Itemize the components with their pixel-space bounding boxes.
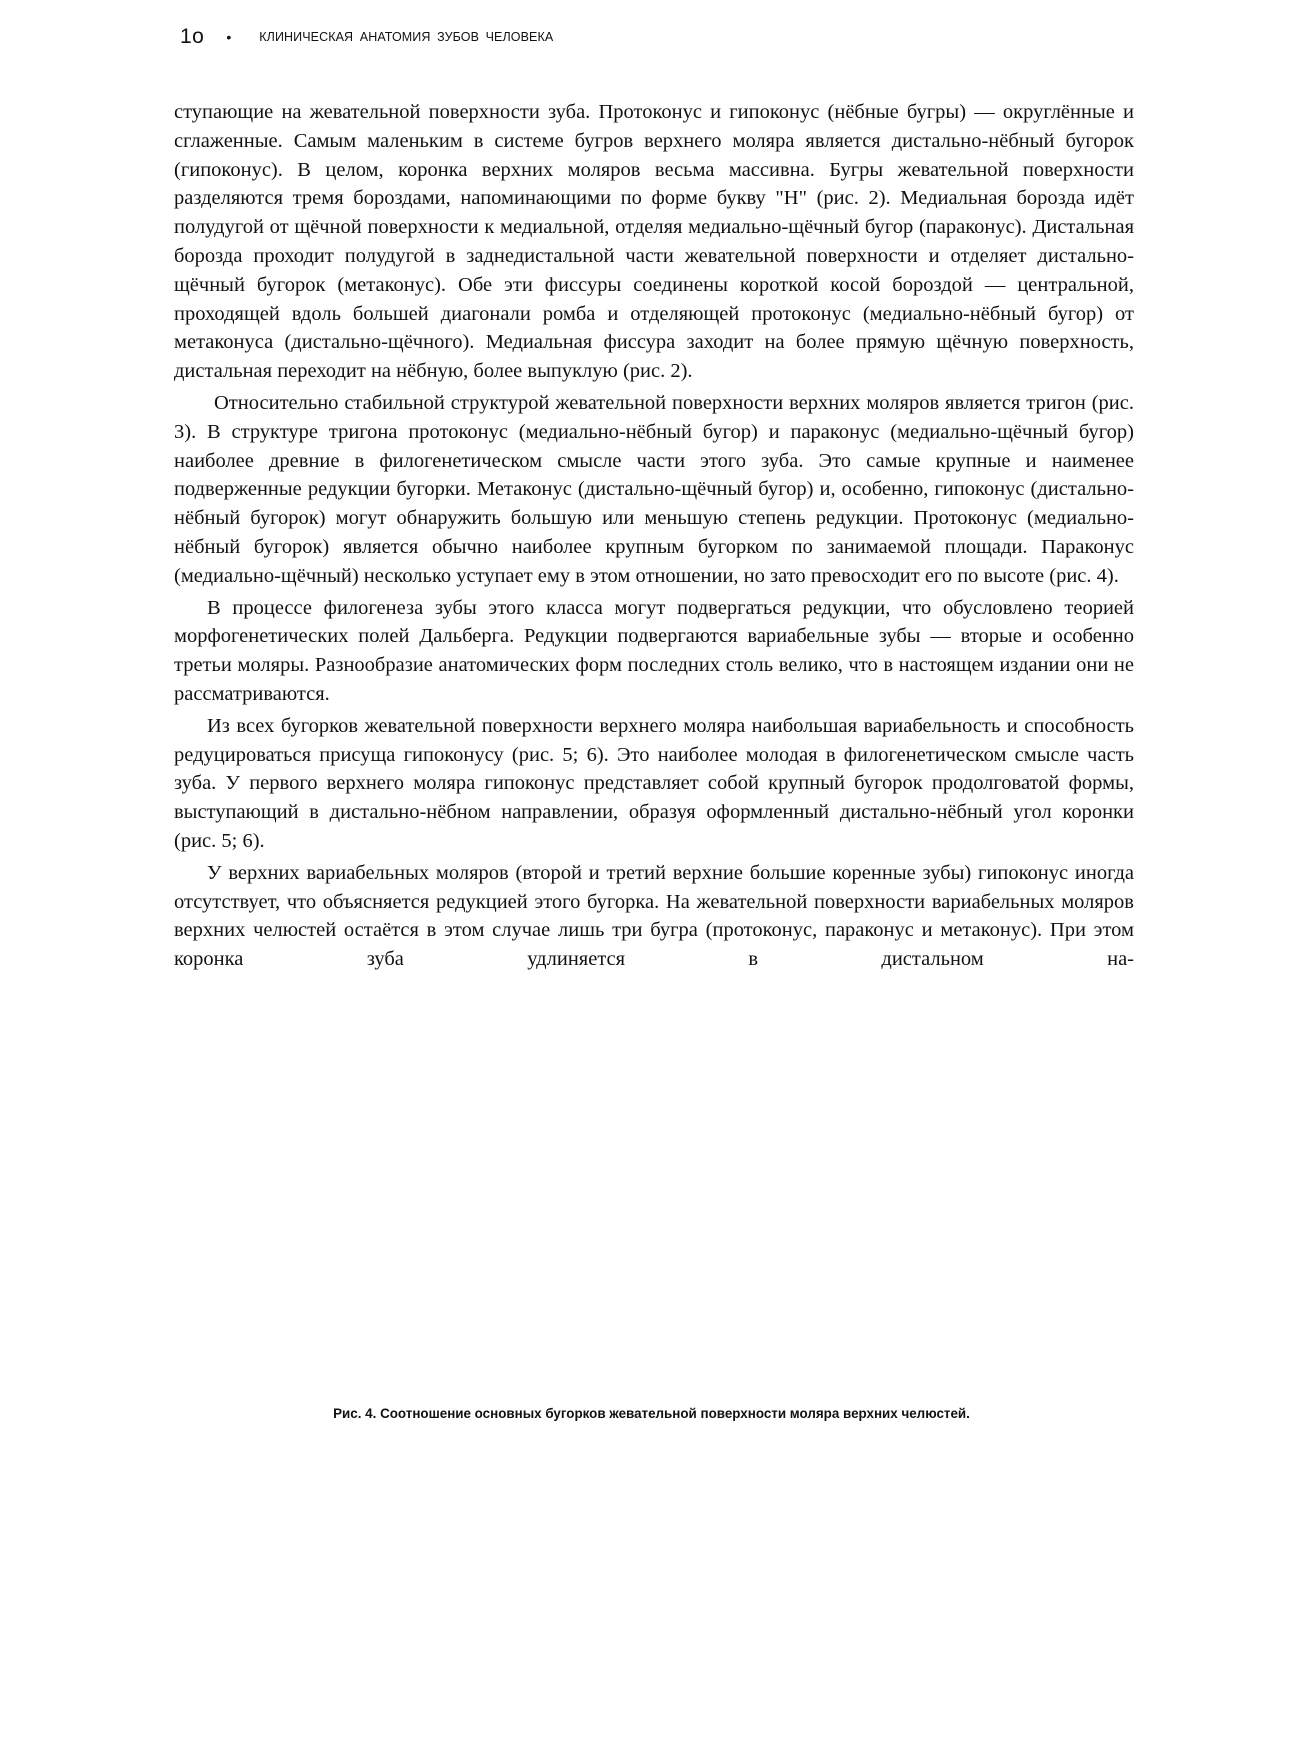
paragraph-4: Из всех бугорков жевательной поверхности верхнего моляра наибольшая вариабельность и способность редуцироваться присуща гипоконусу (рис. 5; 6). Это наиболее молодая в филогенетическом смысле часть зуба. У первого верхнего моляра гипоконус представляет собой крупный бугорок продолговатой формы, выступающий в дистально-нёбном направлении, образуя оформленный дистально-нёбный угол коронки (рис. 5; 6).	[174, 714, 1134, 852]
paragraph-3: В процессе филогенеза зубы этого класса могут подвергаться редукции, что обусловлено теорией морфогенетических полей Дальберга. Редукции подвергаются вариабельные зубы — вторые и особенно третьи моляры. Разнообразие анатомических форм последних столь велико, что в настоящем издании они не рассматриваются.	[174, 596, 1134, 705]
page-number: 1o	[180, 25, 205, 48]
body-text	[174, 98, 1134, 974]
running-title: КЛИНИЧЕСКАЯ АНАТОМИЯ ЗУБОВ ЧЕЛОВЕКА	[259, 30, 554, 44]
header-separator-dot: •	[226, 29, 232, 45]
figure-caption: Рис. 4. Соотношение основных бугорков жевательной поверхности моляра верхних челюстей.	[333, 1406, 970, 1421]
paragraph-2: Относительно стабильной структурой жевательной поверхности верхних моляров является тригон (рис. 3). В структуре тригона протоконус (медиально-нёбный бугор) и параконус (медиально-щёчный бугор) наиболее древние в филогенетическом смысле части этого зуба. Это самые крупные и наименее подверженные редукции бугорки. Метаконус (дистально-щёчный бугор) и, особенно, гипоконус (дистально-нёбный бугорок) могут обнаружить большую или меньшую степень редукции. Протоконус (медиально-нёбный бугорок) является обычно наиболее крупным бугорком по занимаемой площади. Параконус (медиально-щёчный) несколько уступает ему в этом отношении, но зато превосходит его по высоте (рис. 4).	[174, 391, 1134, 587]
paragraph-5: У верхних вариабельных моляров (второй и третий верхние большие коренные зубы) гипоконус иногда отсутствует, что объясняется редукцией этого бугорка. На жевательной поверхности вариабельных моляров верхних челюстей остаётся в этом случае лишь три бугра (протоконус, параконус и метаконус). При этом коронка зуба удлиняется в дистальном на-	[174, 861, 1134, 971]
paragraph-1: ступающие на жевательной поверхности зуба. Протоконус и гипоконус (нёбные бугры) — округлённые и сглаженные. Самым маленьким в системе бугров верхнего моляра является дистально-нёбный бугорок (гипоконус). В целом, коронка верхних моляров весьма массивна. Бугры жевательной поверхности разделяются тремя бороздами, напоминающими по форме букву "Н" (рис. 2). Медиальная борозда идёт полудугой от щёчной поверхности к медиальной, отделяя медиально-щёчный бугор (параконус). Дистальная борозда проходит полудугой в заднедистальной части жевательной поверхности и отделяет дистально-щёчный бугорок (метаконус). Обе эти фиссуры соединены короткой косой бороздой — центральной, проходящей вдоль большей диагонали ромба и отделяющей протоконус (медиально-нёбный бугор) от метаконуса (дистально-щёчного). Медиальная фиссура заходит на более прямую щёчную поверхность, дистальная переходит на нёбную, более выпуклую (рис. 2).	[174, 101, 1134, 383]
running-head	[180, 22, 553, 52]
